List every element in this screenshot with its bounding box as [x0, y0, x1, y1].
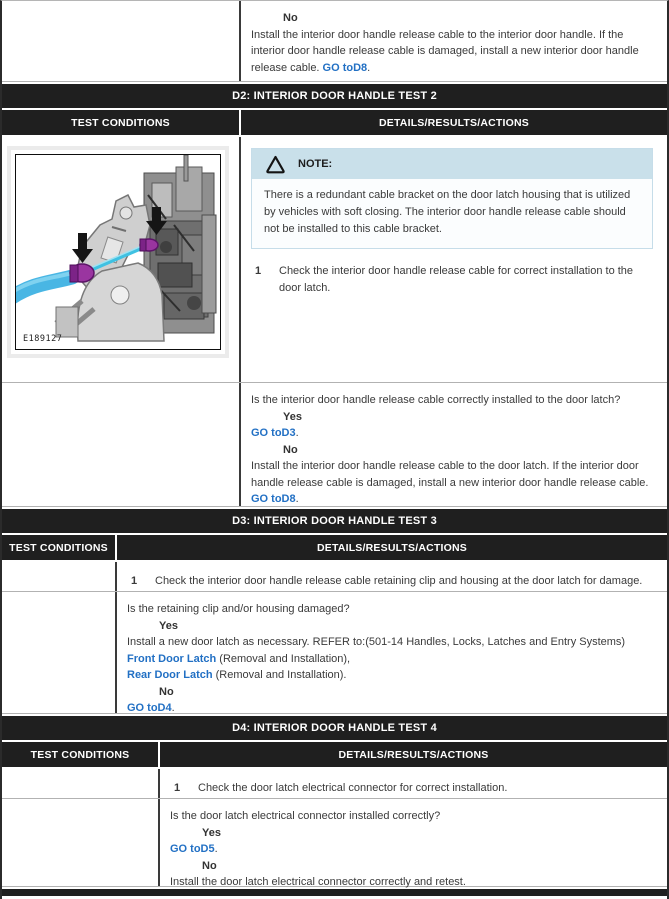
d4-row-1: [2, 769, 667, 799]
d2-column-header: [2, 110, 667, 135]
front-latch-suffix: (Removal and Installation),: [216, 652, 351, 665]
d2-details-cell-2: [241, 383, 667, 506]
d2-details-cell-1: [241, 137, 667, 382]
go-to-d3-link[interactable]: GO toD3: [251, 427, 296, 439]
d2-row-2: [2, 383, 667, 507]
d2-row-1: [2, 137, 667, 383]
d4-yes-action: [170, 841, 653, 858]
d2-no-action: [251, 458, 653, 508]
step-number: 1: [174, 782, 181, 794]
d4-details-cell-2: [160, 799, 667, 886]
d2-question: Is the interior door handle release cable correctly installed to the door latch?: [251, 394, 621, 406]
d2-no-body-text: Install the interior door handle release cable to the door latch. If the interior door handle release cable is damaged, install a new interior door handle release cable.: [251, 460, 649, 489]
carryover-body-text: Install the interior door handle release cable to the interior door handle. If the interior door handle release cable is damaged, install a new interior door handle release cable.: [251, 28, 639, 74]
d3-test-conditions-cell: [2, 562, 117, 591]
d4-step-1: [170, 780, 653, 797]
d4-test-conditions-header: TEST CONDITIONS: [2, 742, 160, 767]
note-box: [251, 148, 653, 249]
d4-question: Is the door latch electrical connector installed correctly?: [170, 810, 441, 822]
answer-yes-label: Yes: [283, 410, 302, 423]
answer-no-label: No: [283, 12, 298, 24]
note-triangle-icon: [265, 155, 286, 174]
door-latch-illustration: [16, 155, 220, 349]
d3-details-cell-2: [117, 592, 667, 713]
d3-step-1: [127, 573, 653, 590]
rear-door-latch-link[interactable]: Rear Door Latch: [127, 669, 213, 681]
note-label: NOTE:: [298, 157, 333, 170]
front-door-latch-link[interactable]: Front Door Latch: [127, 652, 217, 665]
d3-row-1: [2, 562, 667, 592]
section-title-d4: D4: INTERIOR DOOR HANDLE TEST 4: [2, 716, 667, 740]
period: .: [295, 427, 299, 439]
door-latch-figure: [15, 154, 221, 350]
d2-yes-action: [251, 425, 653, 442]
carryover-action-text: [251, 27, 653, 77]
d3-test-conditions-header: TEST CONDITIONS: [2, 535, 117, 560]
d3-rear-latch-line: [127, 667, 653, 684]
answer-no-label: No: [202, 859, 217, 872]
period: .: [295, 493, 299, 505]
note-header: [252, 149, 652, 179]
d4-column-header: [2, 742, 667, 767]
d4-details-cell-1: [160, 769, 667, 798]
d3-front-latch-line: [127, 651, 653, 668]
d2-figure-cell: [2, 137, 241, 382]
d4-details-header: DETAILS/RESULTS/ACTIONS: [160, 742, 667, 767]
d4-test-conditions-cell: [2, 769, 160, 798]
go-to-d8-link[interactable]: GO toD8: [322, 61, 368, 74]
carryover-row: [2, 1, 667, 82]
answer-yes-label: Yes: [159, 619, 178, 632]
d2-details-header: DETAILS/RESULTS/ACTIONS: [241, 110, 667, 135]
d3-row-2: [2, 592, 667, 714]
d2-test-conditions-cell: [2, 383, 241, 506]
go-to-d8-link[interactable]: GO toD8: [251, 493, 296, 505]
answer-no-label: No: [283, 443, 298, 456]
period: .: [367, 61, 371, 74]
section-title-d3: D3: INTERIOR DOOR HANDLE TEST 3: [2, 509, 667, 533]
d3-details-cell-1: [117, 562, 667, 591]
d4-test-conditions-cell: [2, 799, 160, 886]
d2-test-conditions-header: TEST CONDITIONS: [2, 110, 241, 135]
step-number: 1: [131, 575, 138, 587]
rear-latch-suffix: (Removal and Installation).: [212, 669, 347, 681]
d2-step-1: [251, 263, 653, 296]
step-text: Check the door latch electrical connector for correct installation.: [198, 782, 508, 794]
answer-yes-label: Yes: [202, 826, 221, 839]
carryover-test-conditions-cell: [2, 1, 241, 81]
go-to-d4-link[interactable]: GO toD4: [127, 702, 172, 714]
note-text: There is a redundant cable bracket on the door latch housing that is utilized by vehicles with soft closing. The interior door handle release cable should not be installed to this cable bracket.: [252, 179, 652, 248]
d3-question: Is the retaining clip and/or housing damaged?: [127, 603, 350, 615]
d3-column-header: [2, 535, 667, 560]
period: .: [171, 702, 175, 714]
d3-details-header: DETAILS/RESULTS/ACTIONS: [117, 535, 667, 560]
period: .: [214, 843, 218, 855]
section-title-d2: D2: INTERIOR DOOR HANDLE TEST 2: [2, 84, 667, 108]
go-to-d5-link[interactable]: GO toD5: [170, 843, 215, 855]
step-text: Check the interior door handle release cable for correct installation to the door latch.: [279, 265, 634, 294]
d4-no-action: Install the door latch electrical connector correctly and retest.: [170, 876, 466, 888]
figure-id-label: E189127: [23, 334, 63, 344]
d3-test-conditions-cell: [2, 592, 117, 713]
answer-no-label: No: [159, 685, 174, 698]
step-text: Check the interior door handle release cable retaining clip and housing at the door latch for damage.: [155, 575, 643, 587]
d4-row-2: [2, 799, 667, 887]
carryover-details-cell: [241, 1, 667, 81]
step-number: 1: [255, 265, 262, 277]
d3-yes-action: Install a new door latch as necessary. REFER to:(501-14 Handles, Locks, Latches and Entry Systems): [127, 636, 626, 648]
d3-no-action: [127, 700, 653, 717]
